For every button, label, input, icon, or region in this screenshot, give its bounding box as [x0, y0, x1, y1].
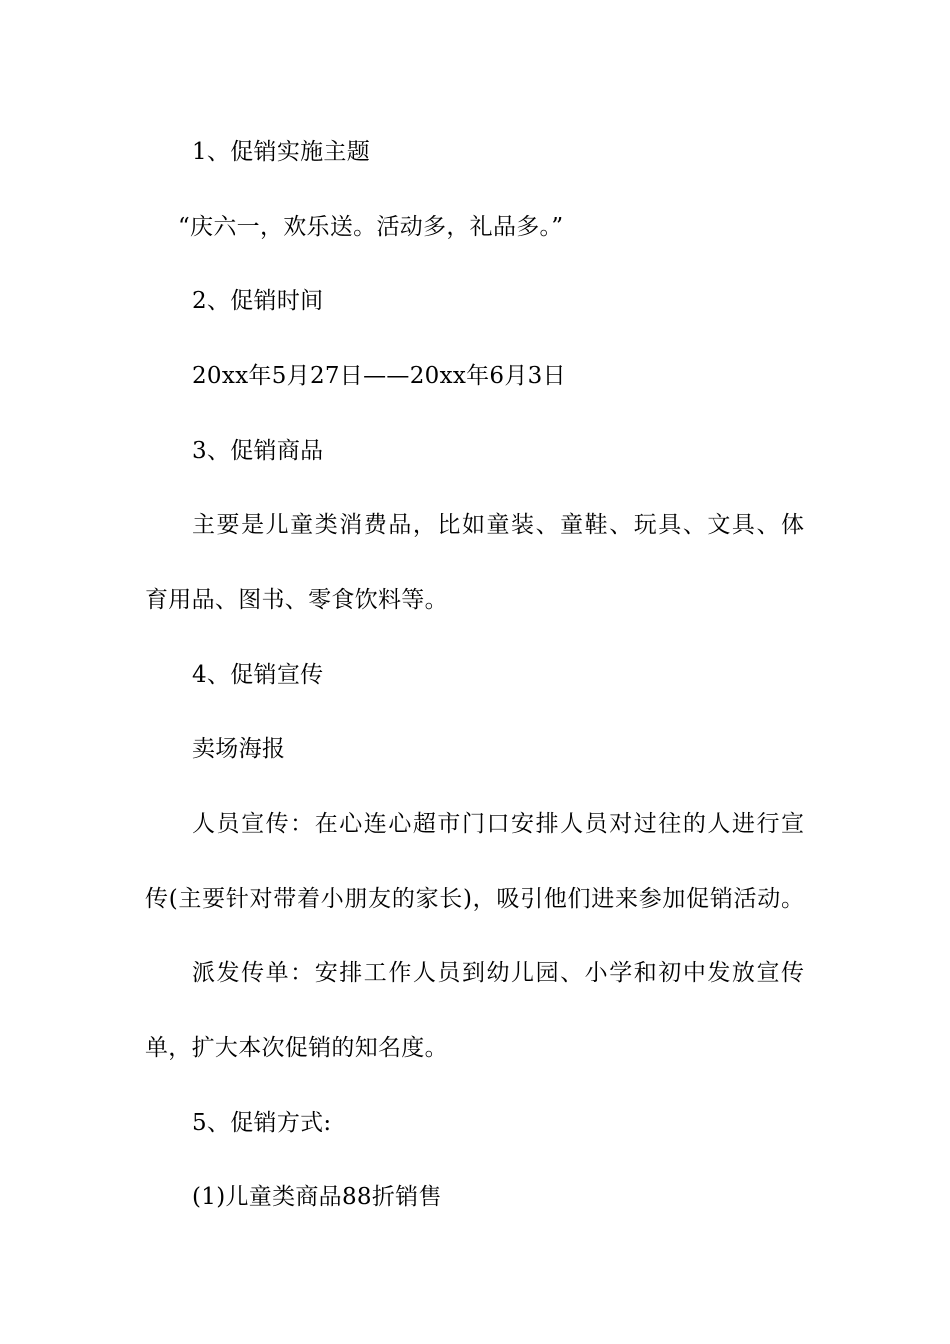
theme-slogan: “庆六一，欢乐送。活动多，礼品多。” — [178, 214, 564, 240]
heading-products: 3、促销商品 — [192, 438, 324, 464]
heading-methods: 5、促销方式: — [192, 1110, 332, 1136]
promotion-dates: 20xx年5月27日——20xx年6月3日 — [192, 363, 566, 389]
publicity-posters: 卖场海报 — [192, 736, 286, 762]
products-paragraph-line-1: 主要是儿童类消费品，比如童装、童鞋、玩具、文具、体 — [192, 512, 804, 538]
heading-publicity: 4、促销宣传 — [192, 662, 324, 688]
publicity-flyers-line-2: 单，扩大本次促销的知名度。 — [145, 1035, 448, 1061]
method-item-1: (1)儿童类商品88折销售 — [192, 1184, 442, 1210]
publicity-flyers-line-1: 派发传单：安排工作人员到幼儿园、小学和初中发放宣传 — [192, 960, 804, 986]
publicity-staff-line-1: 人员宣传：在心连心超市门口安排人员对过往的人进行宣 — [192, 811, 804, 837]
products-paragraph-line-2: 育用品、图书、零食饮料等。 — [145, 587, 448, 613]
heading-theme: 1、促销实施主题 — [192, 139, 371, 165]
heading-time: 2、促销时间 — [192, 288, 324, 314]
publicity-staff-line-2: 传(主要针对带着小朋友的家长)，吸引他们进来参加促销活动。 — [145, 886, 804, 912]
